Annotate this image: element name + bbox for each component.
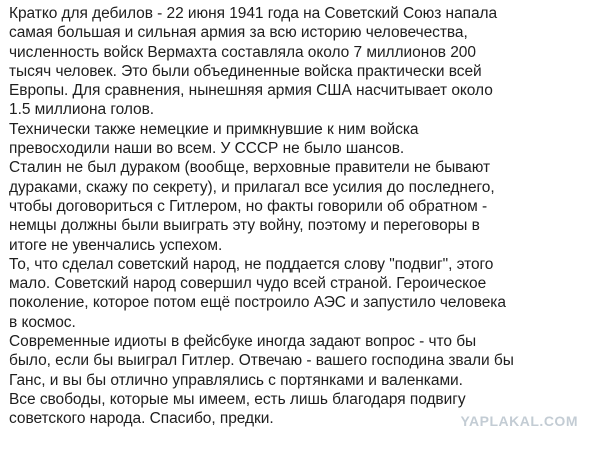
text-line: Современные идиоты в фейсбуке иногда задают вопрос - что бы [9,333,477,351]
text-line: было, если бы выиграл Гитлер. Отвечаю - вашего господина звали бы [9,352,514,370]
text-line: в космос. [9,313,76,331]
text-line: дураками, скажу по секрету), и прилагал все усилия до последнего, [9,178,495,196]
text-line: Сталин не был дураком (вообще, верховные правители не бывают [9,159,491,177]
text-line: самая большая и сильная армия за всю историю человечества, [9,24,468,42]
text-line: чтобы договориться с Гитлером, но факты говорили об обратном - [9,197,488,215]
text-line: численность войск Вермахта составляла около 7 миллионов 200 [9,43,476,61]
watermark: YAPLAKAL.COM [460,413,578,429]
document-text [9,4,604,429]
text-line: Все свободы, которые мы имеем, есть лишь благодаря подвигу [9,390,466,408]
text-line: То, что сделал советский народ, не поддается слову "подвиг", этого [9,255,494,273]
text-line: Ганс, и вы бы отлично управлялись с портянками и валенками. [9,371,463,389]
text-line: превосходили наши во всем. У СССР не было шансов. [9,140,405,158]
text-line: 1.5 миллиона голов. [9,101,155,119]
text-line: немцы должны были выиграть эту войну, поэтому и переговоры в [9,217,480,235]
text-line: мало. Советский народ совершил чудо всей страной. Героическое [9,275,487,293]
text-line: итоге не увенчались успехом. [9,236,223,254]
text-line: советского народа. Спасибо, предки. [9,410,274,428]
text-line: Технически также немецкие и примкнувшие к ним войска [9,120,419,138]
text-line: поколение, которое потом ещё построило АЭС и запустило человека [9,294,506,312]
text-line: Европы. Для сравнения, нынешняя армия США насчитывает около [9,82,493,100]
text-line: Кратко для дебилов - 22 июня 1941 года на Советский Союз напала [9,5,498,22]
text-line: тысяч человек. Это были объединенные войска практически всей [9,62,482,80]
